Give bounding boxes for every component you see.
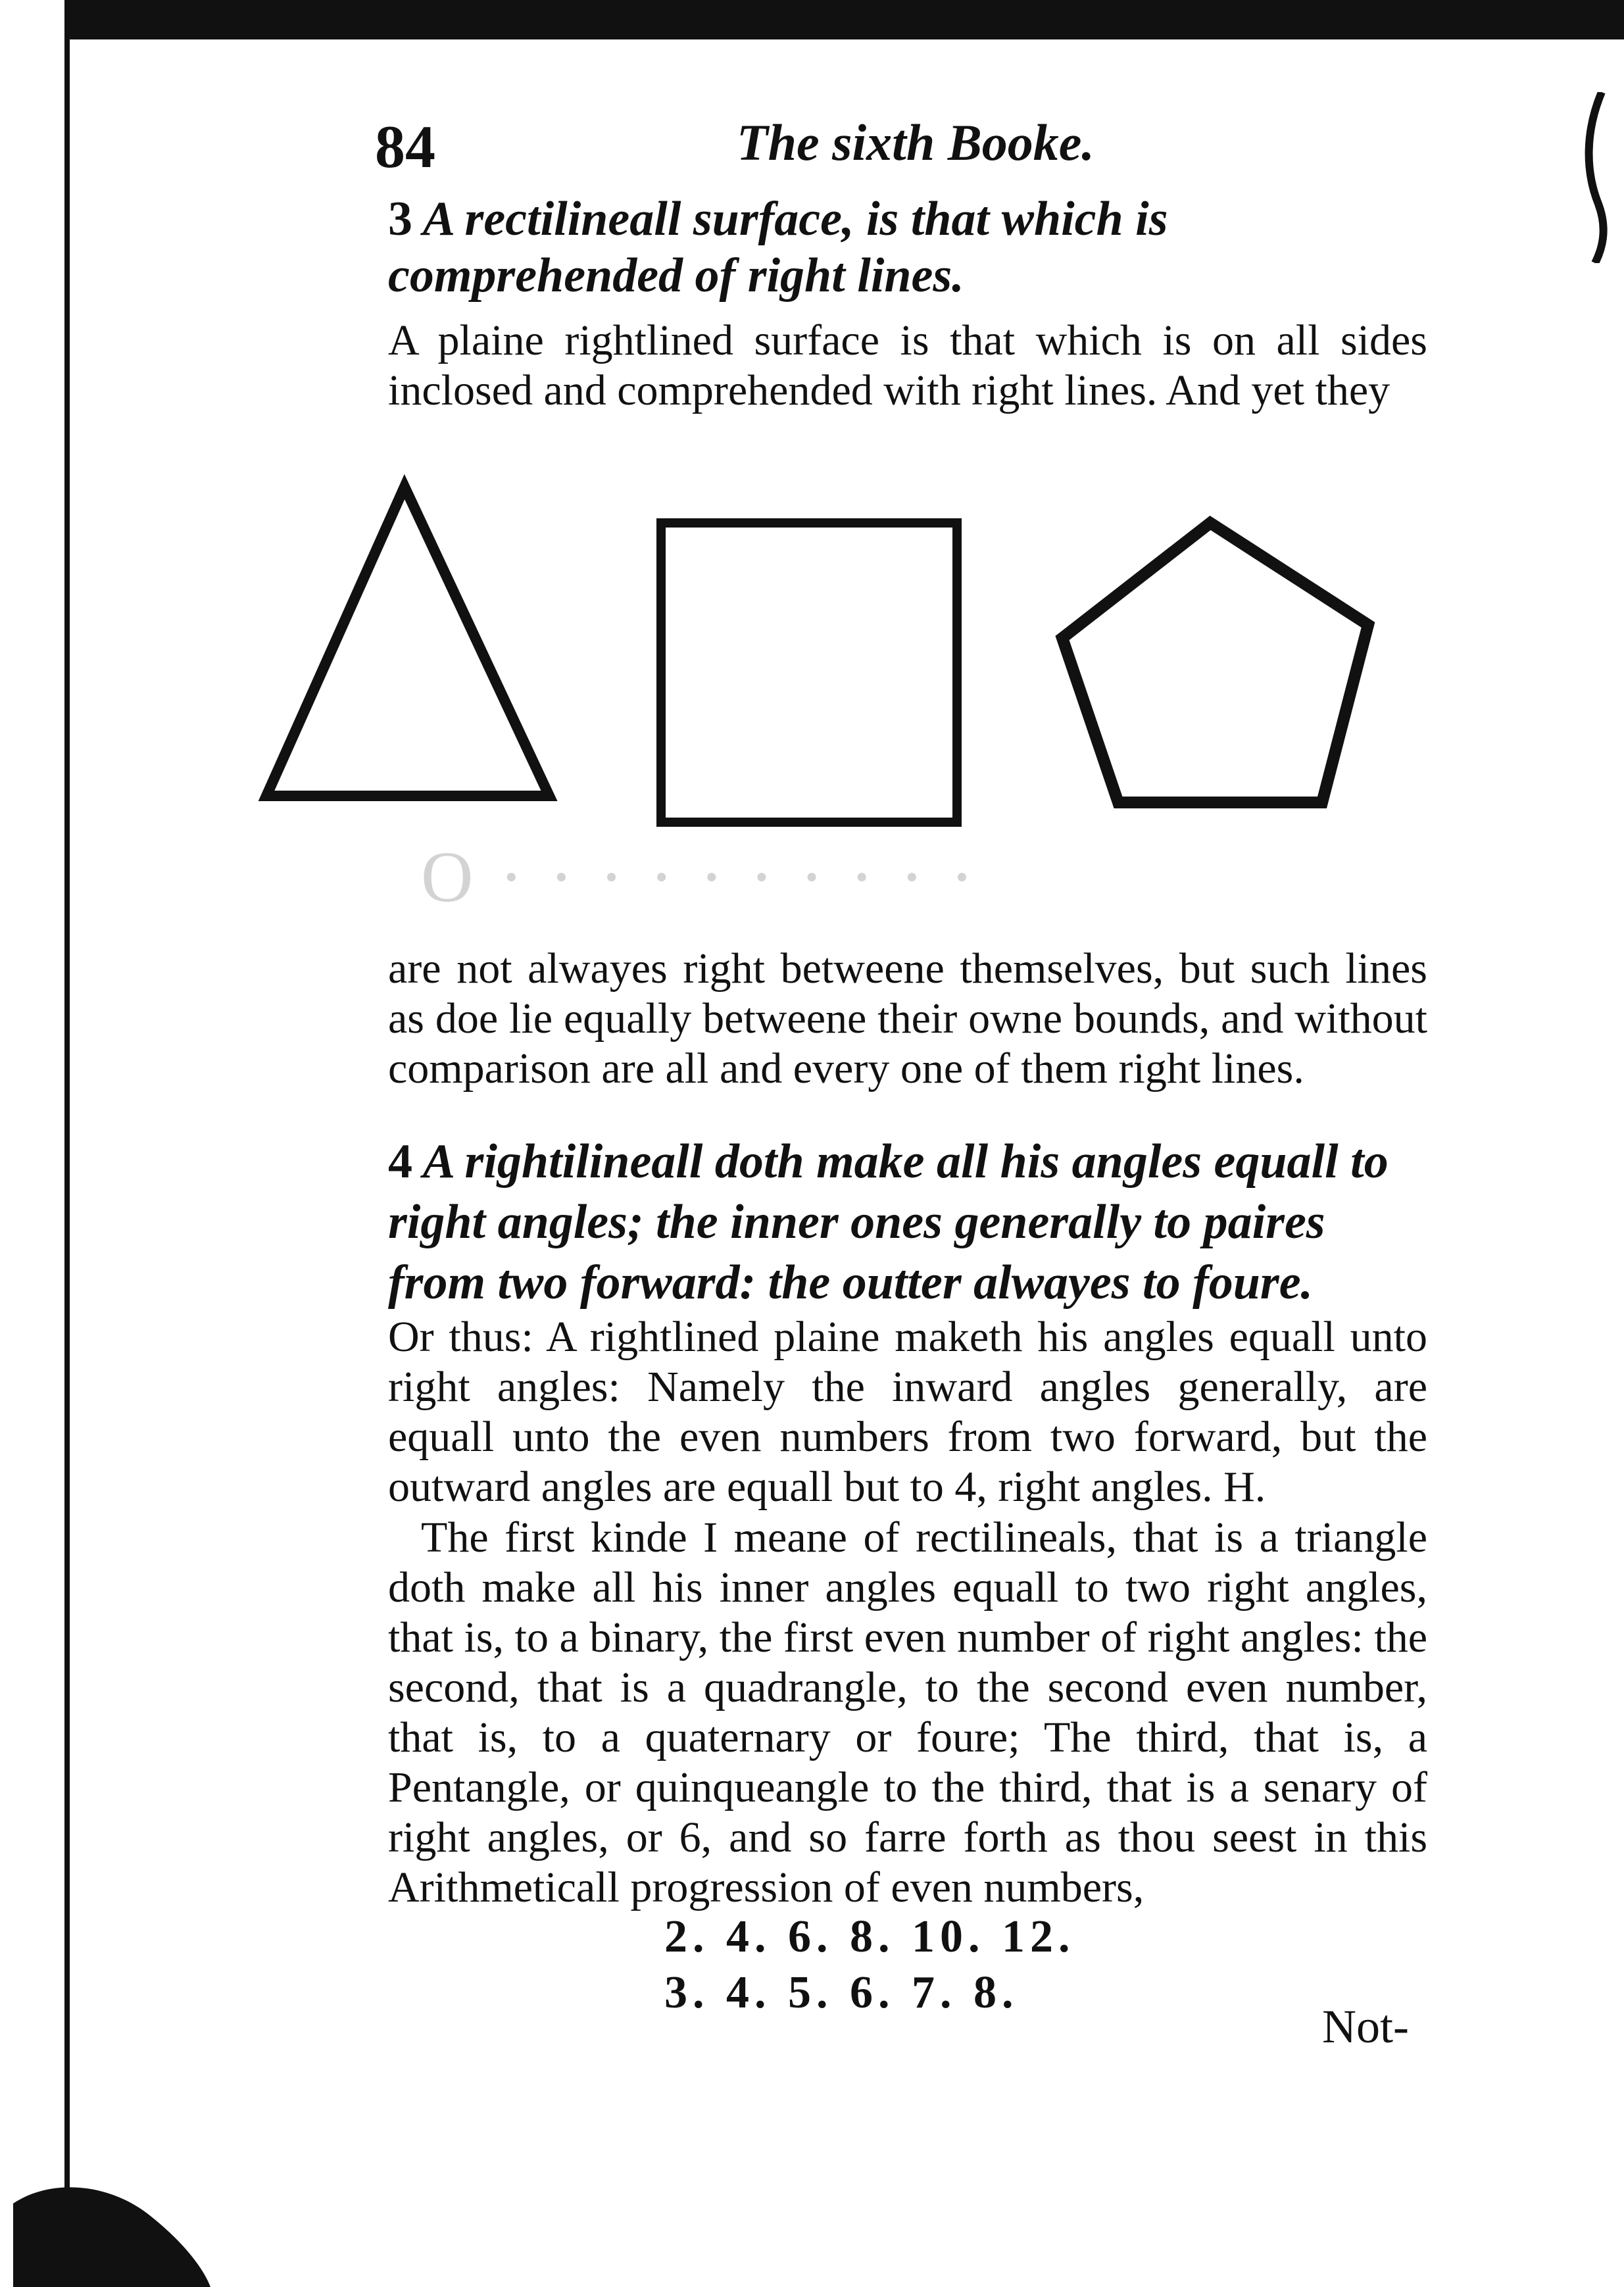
paragraph-4: The first kinde I meane of rectilineals, that is a triangle doth make all his inner angles equall to two right angles, that is, to a binary, the first even number of right angles: the second, that is a quadrangle, to the second even number, that is, to a quaternary or foure; The third, that is, a Pentangle, or quinqueangle to the third, that is a senary of right angles, or 6, and so farre forth as thou seest in this Arithmeticall progression of even numbers,	[388, 1513, 1427, 1911]
polygon-count-sequence: 3. 4. 5. 6. 7. 8.	[664, 1967, 1019, 2018]
margin-bracket-mark	[1582, 92, 1615, 263]
running-head: The sixth Booke.	[737, 114, 1095, 171]
definition-text: A rightilineall doth make all his angles equall to right angles; the inner ones generally to paires from two forward: the outter alwayes to foure.	[388, 1135, 1389, 1310]
triangle-shape	[266, 487, 549, 796]
polygon-figure	[243, 474, 1460, 842]
definition-number: 4	[388, 1135, 412, 1189]
page-left-border	[64, 0, 70, 2287]
ink-blot	[13, 2105, 210, 2287]
pentagon-shape	[1062, 523, 1368, 802]
quadrangle-shape	[661, 523, 957, 822]
definition-3	[388, 191, 1427, 304]
paragraph-1: A plaine rightlined surface is that which is on all sides inclosed and comprehended with right lines. And yet they	[388, 316, 1427, 414]
definition-number: 3	[388, 192, 412, 246]
catchword: Not-	[1322, 2000, 1409, 2053]
paragraph-2: are not alwayes right betweene themselves, but such lines as doe lie equally betweene their owne bounds, and without comparison are all and every one of them right lines.	[388, 945, 1427, 1093]
definition-text: A rectilineall surface, is that which is comprehended of right lines.	[388, 192, 1168, 303]
paragraph-3: Or thus: A rightlined plaine maketh his angles equall unto right angles: Namely the inward angles generally, are equall unto the even numbers from two forward, but the outward angles are equall but to 4, right angles. H.	[388, 1313, 1427, 1511]
even-number-sequence: 2. 4. 6. 8. 10. 12.	[664, 1911, 1075, 1962]
bleed-through-text: O · · · · · · · · · ·	[421, 837, 978, 917]
definition-4	[388, 1131, 1427, 1313]
page-top-border	[66, 0, 1624, 39]
page-number: 84	[375, 113, 435, 180]
